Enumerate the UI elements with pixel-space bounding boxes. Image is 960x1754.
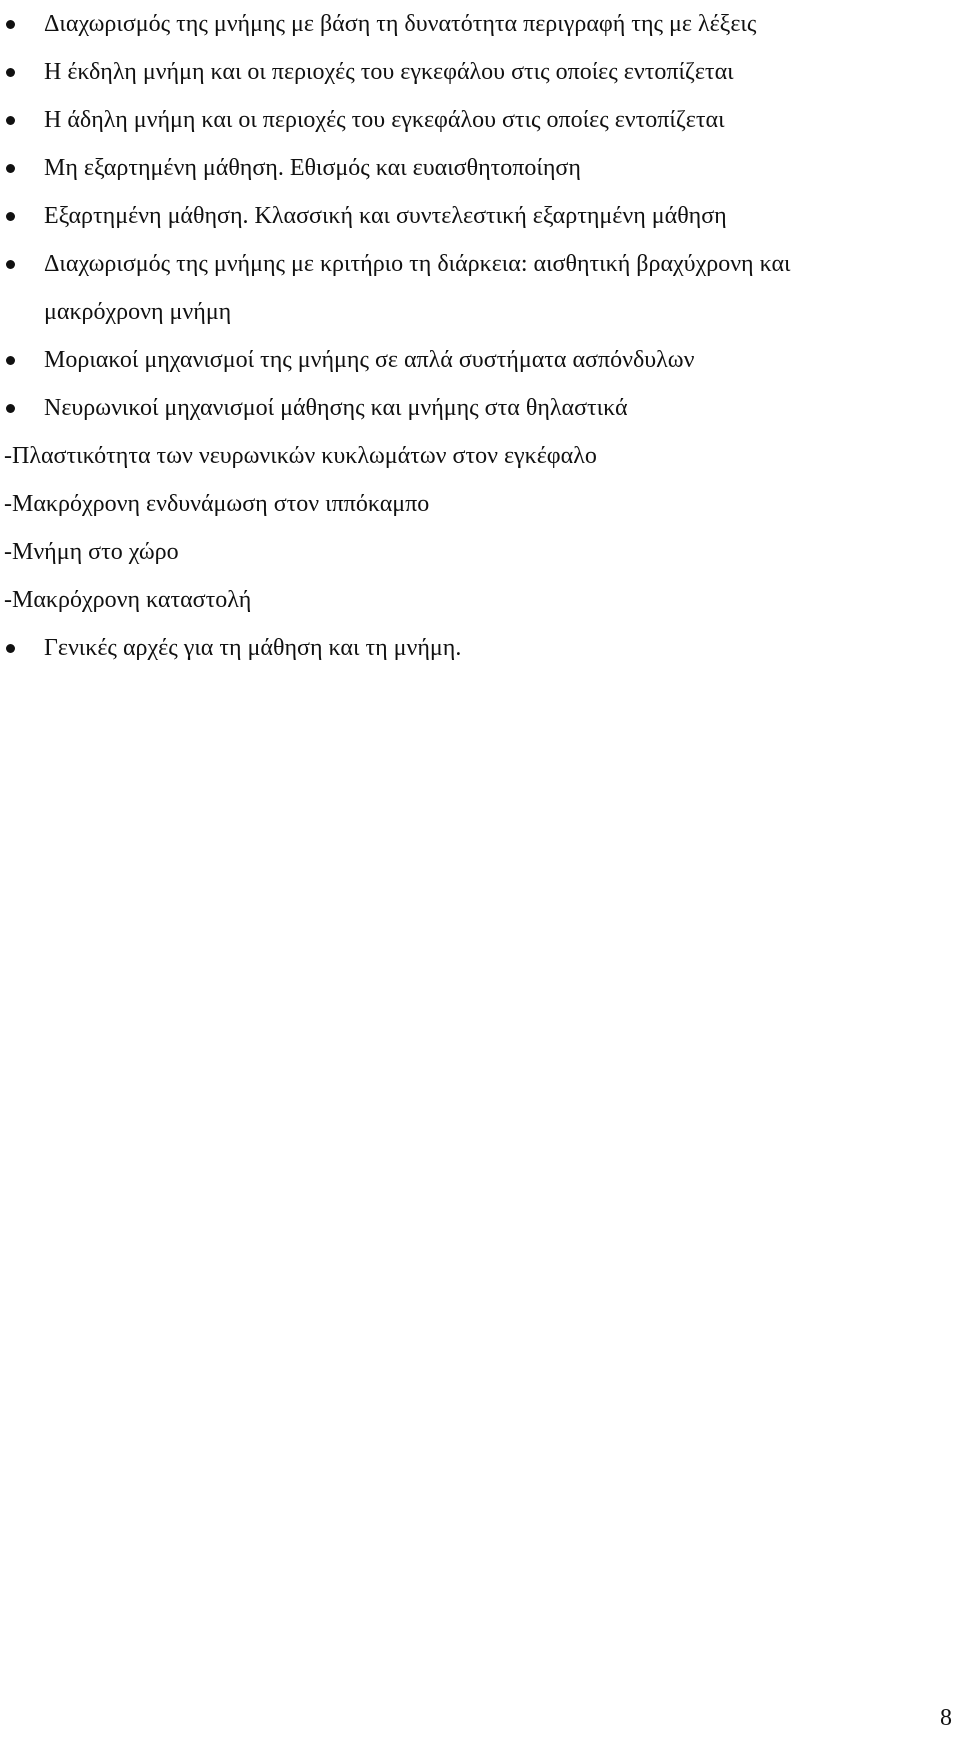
sub-list-item-text: -Μνήμη στο χώρο xyxy=(4,539,179,565)
list-item xyxy=(0,240,960,288)
sub-list-item xyxy=(0,576,960,624)
bullet-icon xyxy=(6,404,15,413)
sub-list-item xyxy=(0,528,960,576)
bullet-icon xyxy=(6,164,15,173)
bullet-icon xyxy=(6,212,15,221)
page-number: 8 xyxy=(940,1705,952,1731)
bullet-icon xyxy=(6,68,15,77)
bullet-icon xyxy=(6,644,15,653)
sub-list-item-text: -Μακρόχρονη καταστολή xyxy=(4,587,252,613)
list-item-text: Μοριακοί μηχανισμοί της μνήμης σε απλά συστήματα ασπόνδυλων xyxy=(44,347,695,373)
list-item-text: Γενικές αρχές για τη μάθηση και τη μνήμη. xyxy=(44,635,462,661)
list-item xyxy=(0,0,960,48)
list-item xyxy=(0,96,960,144)
list-item xyxy=(0,48,960,96)
sub-list-item-text: -Πλαστικότητα των νευρωνικών κυκλωμάτων στον εγκέφαλο xyxy=(4,443,597,469)
list-item xyxy=(0,336,960,384)
list-item-text: Η έκδηλη μνήμη και οι περιοχές του εγκεφάλου στις οποίες εντοπίζεται xyxy=(44,59,734,85)
list-item xyxy=(0,624,960,672)
bullet-icon xyxy=(6,356,15,365)
list-item-text: Εξαρτημένη μάθηση. Κλασσική και συντελεστική εξαρτημένη μάθηση xyxy=(44,203,727,229)
list-item-text: Νευρωνικοί μηχανισμοί μάθησης και μνήμης στα θηλαστικά xyxy=(44,395,628,421)
list-item-text: μακρόχρονη μνήμη xyxy=(44,299,232,325)
sub-list-item xyxy=(0,432,960,480)
bullet-icon xyxy=(6,20,15,29)
list-item xyxy=(0,192,960,240)
topic-list xyxy=(0,0,960,672)
list-item-continuation xyxy=(0,288,960,336)
bullet-icon xyxy=(6,116,15,125)
list-item xyxy=(0,144,960,192)
list-item-text: Διαχωρισμός της μνήμης με βάση τη δυνατότητα περιγραφή της με λέξεις xyxy=(44,11,757,37)
bullet-icon xyxy=(6,260,15,269)
list-item-text: Διαχωρισμός της μνήμης με κριτήριο τη διάρκεια: αισθητική βραχύχρονη και xyxy=(44,251,791,277)
list-item-text: Η άδηλη μνήμη και οι περιοχές του εγκεφάλου στις οποίες εντοπίζεται xyxy=(44,107,725,133)
list-item-text: Μη εξαρτημένη μάθηση. Εθισμός και ευαισθητοποίηση xyxy=(44,155,581,181)
list-item xyxy=(0,384,960,432)
sub-list-item xyxy=(0,480,960,528)
sub-list-item-text: -Μακρόχρονη ενδυνάμωση στον ιππόκαμπο xyxy=(4,491,430,517)
